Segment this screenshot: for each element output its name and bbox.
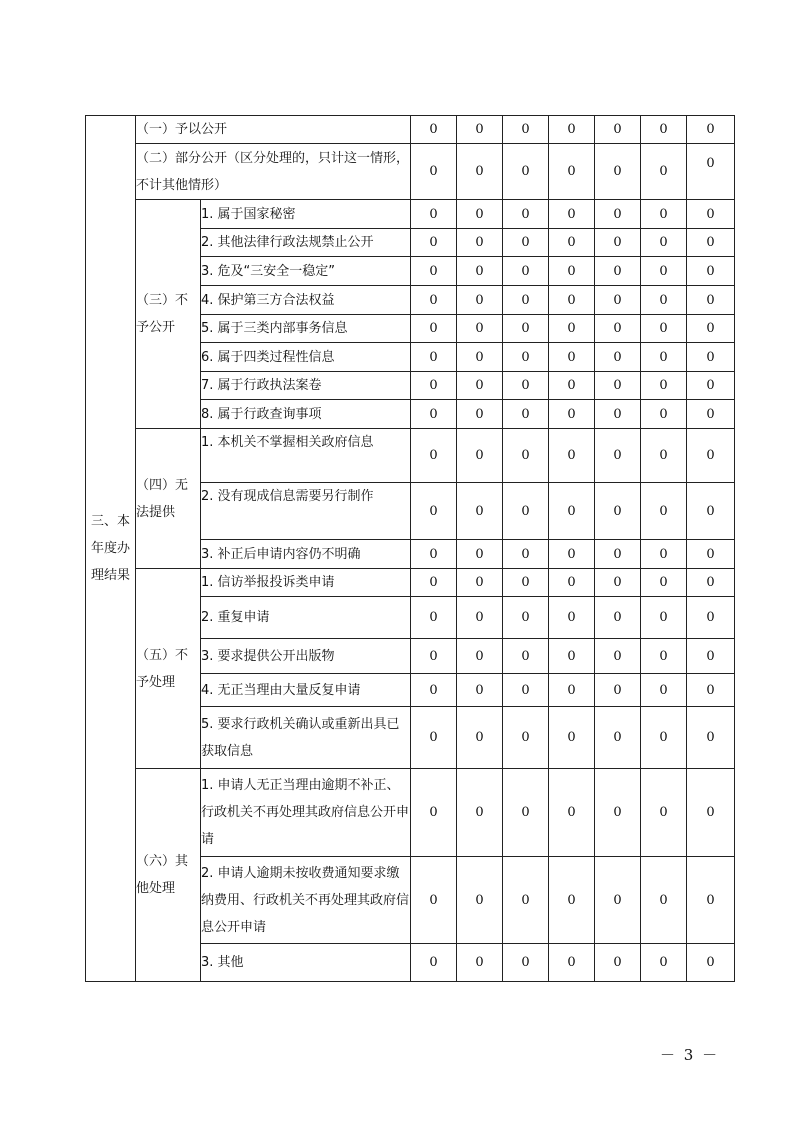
value-cell: 0 — [595, 372, 641, 400]
value-cell: 0 — [457, 540, 503, 569]
value-cell: 0 — [411, 769, 457, 857]
value-cell: 0 — [549, 674, 595, 707]
value-cell: 0 — [411, 597, 457, 639]
value-cell: 0 — [641, 400, 687, 429]
value-cell: 0 — [411, 707, 457, 769]
value-cell: 0 — [687, 483, 735, 540]
value-cell: 0 — [595, 286, 641, 315]
section-label: 三、本年度办理结果 — [86, 116, 136, 982]
value-cell: 0 — [411, 540, 457, 569]
value-cell: 0 — [549, 569, 595, 597]
value-cell: 0 — [411, 483, 457, 540]
value-cell: 0 — [411, 257, 457, 286]
value-cell: 0 — [595, 569, 641, 597]
value-cell: 0 — [549, 483, 595, 540]
value-cell: 0 — [457, 315, 503, 343]
item-label: 2. 重复申请 — [201, 597, 411, 639]
value-cell: 0 — [411, 116, 457, 144]
value-cell: 0 — [641, 857, 687, 944]
value-cell: 0 — [687, 639, 735, 674]
value-cell: 0 — [549, 343, 595, 372]
value-cell: 0 — [457, 769, 503, 857]
results-table — [85, 115, 735, 982]
value-cell: 0 — [687, 343, 735, 372]
value-cell: 0 — [641, 483, 687, 540]
value-cell: 0 — [411, 674, 457, 707]
item-label: 3. 其他 — [201, 944, 411, 982]
group-label: （五）不予处理 — [136, 569, 201, 769]
value-cell: 0 — [641, 229, 687, 257]
table-row — [86, 116, 735, 144]
value-cell: 0 — [687, 540, 735, 569]
value-cell: 0 — [503, 144, 549, 200]
item-label: 4. 无正当理由大量反复申请 — [201, 674, 411, 707]
value-cell: 0 — [503, 400, 549, 429]
item-label: 7. 属于行政执法案卷 — [201, 372, 411, 400]
value-cell: 0 — [503, 944, 549, 982]
value-cell: 0 — [411, 429, 457, 483]
value-cell: 0 — [549, 707, 595, 769]
item-label: 3. 要求提供公开出版物 — [201, 639, 411, 674]
value-cell: 0 — [411, 857, 457, 944]
item-label: 8. 属于行政查询事项 — [201, 400, 411, 429]
value-cell: 0 — [549, 769, 595, 857]
value-cell: 0 — [595, 400, 641, 429]
value-cell: 0 — [503, 429, 549, 483]
value-cell: 0 — [549, 540, 595, 569]
value-cell: 0 — [503, 569, 549, 597]
item-label: 2. 申请人逾期未按收费通知要求缴纳费用、行政机关不再处理其政府信息公开申请 — [201, 857, 411, 944]
value-cell: 0 — [595, 707, 641, 769]
value-cell: 0 — [411, 200, 457, 229]
value-cell: 0 — [457, 483, 503, 540]
value-cell: 0 — [457, 857, 503, 944]
value-cell: 0 — [457, 286, 503, 315]
value-cell: 0 — [687, 429, 735, 483]
value-cell: 0 — [687, 144, 735, 200]
value-cell: 0 — [687, 769, 735, 857]
value-cell: 0 — [457, 144, 503, 200]
value-cell: 0 — [411, 343, 457, 372]
value-cell: 0 — [411, 286, 457, 315]
value-cell: 0 — [411, 315, 457, 343]
value-cell: 0 — [641, 372, 687, 400]
value-cell: 0 — [687, 372, 735, 400]
value-cell: 0 — [641, 286, 687, 315]
value-cell: 0 — [549, 857, 595, 944]
value-cell: 0 — [411, 569, 457, 597]
value-cell: 0 — [503, 229, 549, 257]
value-cell: 0 — [503, 597, 549, 639]
value-cell: 0 — [687, 569, 735, 597]
value-cell: 0 — [457, 229, 503, 257]
item-label: 1. 信访举报投诉类申请 — [201, 569, 411, 597]
value-cell: 0 — [503, 343, 549, 372]
table-row — [86, 429, 735, 483]
value-cell: 0 — [641, 944, 687, 982]
value-cell: 0 — [595, 200, 641, 229]
value-cell: 0 — [687, 400, 735, 429]
value-cell: 0 — [595, 674, 641, 707]
value-cell: 0 — [687, 257, 735, 286]
value-cell: 0 — [503, 372, 549, 400]
value-cell: 0 — [457, 116, 503, 144]
value-cell: 0 — [687, 707, 735, 769]
value-cell: 0 — [411, 144, 457, 200]
value-cell: 0 — [457, 400, 503, 429]
value-cell: 0 — [641, 639, 687, 674]
value-cell: 0 — [549, 229, 595, 257]
value-cell: 0 — [595, 116, 641, 144]
value-cell: 0 — [641, 257, 687, 286]
value-cell: 0 — [549, 639, 595, 674]
value-cell: 0 — [595, 597, 641, 639]
value-cell: 0 — [411, 372, 457, 400]
table-row — [86, 144, 735, 200]
value-cell: 0 — [641, 343, 687, 372]
value-cell: 0 — [595, 429, 641, 483]
value-cell: 0 — [503, 200, 549, 229]
value-cell: 0 — [595, 315, 641, 343]
value-cell: 0 — [503, 483, 549, 540]
item-label: 3. 危及“三安全一稳定” — [201, 257, 411, 286]
value-cell: 0 — [687, 116, 735, 144]
value-cell: 0 — [549, 315, 595, 343]
value-cell: 0 — [641, 674, 687, 707]
value-cell: 0 — [641, 429, 687, 483]
value-cell: 0 — [549, 116, 595, 144]
value-cell: 0 — [503, 315, 549, 343]
value-cell: 0 — [503, 540, 549, 569]
value-cell: 0 — [549, 144, 595, 200]
page-number: － 3 － — [660, 1046, 720, 1064]
value-cell: 0 — [687, 944, 735, 982]
value-cell: 0 — [641, 569, 687, 597]
item-label: 3. 补正后申请内容仍不明确 — [201, 540, 411, 569]
value-cell: 0 — [549, 286, 595, 315]
value-cell: 0 — [457, 674, 503, 707]
group-label: （三）不予公开 — [136, 200, 201, 429]
value-cell: 0 — [641, 597, 687, 639]
value-cell: 0 — [457, 372, 503, 400]
value-cell: 0 — [641, 116, 687, 144]
value-cell: 0 — [687, 674, 735, 707]
value-cell: 0 — [641, 144, 687, 200]
value-cell: 0 — [503, 257, 549, 286]
value-cell: 0 — [457, 257, 503, 286]
item-label: 1. 属于国家秘密 — [201, 200, 411, 229]
value-cell: 0 — [687, 200, 735, 229]
value-cell: 0 — [503, 286, 549, 315]
table-row — [86, 200, 735, 229]
value-cell: 0 — [549, 257, 595, 286]
value-cell: 0 — [595, 483, 641, 540]
value-cell: 0 — [595, 229, 641, 257]
item-label: 2. 没有现成信息需要另行制作 — [201, 483, 411, 540]
value-cell: 0 — [549, 944, 595, 982]
value-cell: 0 — [411, 229, 457, 257]
value-cell: 0 — [411, 944, 457, 982]
value-cell: 0 — [503, 116, 549, 144]
item-label: 5. 要求行政机关确认或重新出具已获取信息 — [201, 707, 411, 769]
group-label: （一）予以公开 — [136, 116, 411, 144]
value-cell: 0 — [595, 639, 641, 674]
value-cell: 0 — [595, 144, 641, 200]
value-cell: 0 — [549, 597, 595, 639]
value-cell: 0 — [503, 639, 549, 674]
value-cell: 0 — [457, 569, 503, 597]
item-label: 5. 属于三类内部事务信息 — [201, 315, 411, 343]
value-cell: 0 — [595, 540, 641, 569]
group-label: （六）其他处理 — [136, 769, 201, 982]
value-cell: 0 — [641, 769, 687, 857]
value-cell: 0 — [549, 429, 595, 483]
value-cell: 0 — [411, 400, 457, 429]
value-cell: 0 — [457, 639, 503, 674]
value-cell: 0 — [457, 597, 503, 639]
item-label: 6. 属于四类过程性信息 — [201, 343, 411, 372]
value-cell: 0 — [687, 286, 735, 315]
value-cell: 0 — [503, 857, 549, 944]
value-cell: 0 — [595, 944, 641, 982]
item-label: 4. 保护第三方合法权益 — [201, 286, 411, 315]
value-cell: 0 — [503, 707, 549, 769]
item-label: 1. 本机关不掌握相关政府信息 — [201, 429, 411, 483]
group-label: （四）无法提供 — [136, 429, 201, 569]
value-cell: 0 — [641, 707, 687, 769]
value-cell: 0 — [595, 857, 641, 944]
value-cell: 0 — [687, 857, 735, 944]
table-row — [86, 769, 735, 857]
value-cell: 0 — [457, 429, 503, 483]
value-cell: 0 — [641, 200, 687, 229]
value-cell: 0 — [595, 769, 641, 857]
group-label: （二）部分公开（区分处理的，只计这一情形，不计其他情形） — [136, 144, 411, 200]
item-label: 2. 其他法律行政法规禁止公开 — [201, 229, 411, 257]
value-cell: 0 — [457, 944, 503, 982]
value-cell: 0 — [457, 707, 503, 769]
value-cell: 0 — [641, 315, 687, 343]
value-cell: 0 — [595, 343, 641, 372]
value-cell: 0 — [503, 769, 549, 857]
value-cell: 0 — [687, 229, 735, 257]
value-cell: 0 — [595, 257, 641, 286]
value-cell: 0 — [549, 200, 595, 229]
value-cell: 0 — [411, 639, 457, 674]
value-cell: 0 — [503, 674, 549, 707]
value-cell: 0 — [641, 540, 687, 569]
table-row — [86, 569, 735, 597]
item-label: 1. 申请人无正当理由逾期不补正、行政机关不再处理其政府信息公开申请 — [201, 769, 411, 857]
value-cell: 0 — [549, 400, 595, 429]
value-cell: 0 — [687, 315, 735, 343]
value-cell: 0 — [457, 343, 503, 372]
value-cell: 0 — [687, 597, 735, 639]
value-cell: 0 — [549, 372, 595, 400]
value-cell: 0 — [457, 200, 503, 229]
